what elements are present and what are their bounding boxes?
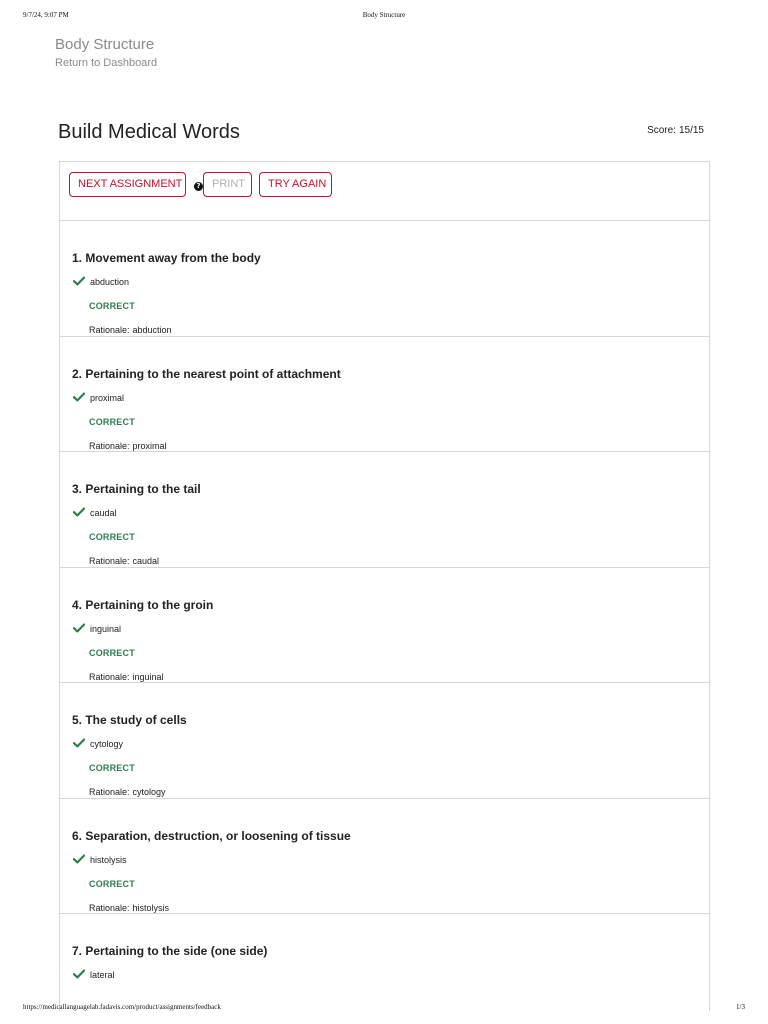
print-datetime: 9/7/24, 9:07 PM [23, 11, 69, 19]
question-text: 6. Separation, destruction, or loosening of tissue [72, 828, 351, 843]
question-text: 5. The study of cells [72, 713, 187, 727]
answer-text: histolysis [90, 854, 127, 865]
answer-text: lateral [90, 970, 115, 980]
check-icon [73, 854, 85, 864]
print-button[interactable]: PRINT [203, 172, 252, 197]
rationale-label: Rationale: [89, 787, 130, 797]
question-item [60, 799, 709, 915]
answer-text: inguinal [90, 623, 122, 634]
rationale-label: Rationale: [89, 440, 130, 451]
score-display [647, 125, 704, 136]
answer-text: abduction [90, 277, 130, 287]
print-footer [23, 1003, 745, 1015]
question-text: 2. Pertaining to the nearest point of attachment [72, 366, 341, 381]
check-icon [73, 623, 85, 633]
check-icon [73, 392, 85, 402]
question-item [60, 337, 709, 453]
rationale [89, 325, 172, 335]
rationale-text: inguinal [132, 671, 164, 682]
rationale-text: proximal [132, 440, 167, 451]
course-title: Body Structure [55, 36, 155, 53]
try-again-button[interactable]: TRY AGAIN [259, 172, 332, 197]
question-text: 7. Pertaining to the side (one side) [72, 944, 268, 958]
check-icon [73, 507, 85, 517]
rationale-label: Rationale: [89, 325, 130, 335]
question-text: 3. Pertaining to the tail [72, 482, 201, 496]
rationale [89, 787, 166, 797]
status-badge: CORRECT [89, 532, 135, 542]
check-icon [73, 276, 85, 286]
help-icon[interactable]: ? [194, 182, 203, 191]
status-badge: CORRECT [89, 647, 135, 658]
rationale-label: Rationale: [89, 556, 130, 566]
page-title: Build Medical Words [58, 121, 240, 143]
rationale [89, 903, 169, 913]
question-list [60, 221, 709, 1024]
print-url: https://medicallanguagelab.fadavis.com/product/assignments/feedback [23, 1003, 221, 1011]
return-to-dashboard-link[interactable]: Return to Dashboard [55, 57, 158, 69]
rationale [89, 441, 167, 451]
rationale-text: cytology [132, 787, 166, 797]
rationale-text: caudal [132, 556, 160, 566]
print-page-number: 1/3 [736, 1003, 745, 1011]
assignment-toolbar [60, 162, 709, 221]
check-icon [73, 969, 85, 979]
answer-text: caudal [90, 508, 117, 518]
score-value: 15/15 [678, 125, 704, 136]
question-item [60, 683, 709, 799]
rationale-text: histolysis [132, 902, 170, 913]
question-item [60, 452, 709, 568]
status-badge: CORRECT [89, 878, 135, 889]
rationale-label: Rationale: [89, 902, 130, 913]
question-item [60, 568, 709, 684]
rationale-label: Rationale: [89, 671, 130, 682]
answer-text: cytology [90, 739, 124, 749]
question-text: 4. Pertaining to the groin [72, 597, 214, 612]
next-assignment-button[interactable]: NEXT ASSIGNMENT [69, 172, 186, 197]
rationale [89, 556, 159, 566]
answer-text: proximal [90, 392, 125, 403]
print-header [23, 11, 745, 23]
status-badge: CORRECT [89, 763, 135, 773]
check-icon [73, 738, 85, 748]
rationale-text: abduction [132, 325, 172, 335]
feedback-panel [59, 161, 710, 1011]
score-label: Score: [647, 125, 676, 136]
question-text: 1. Movement away from the body [72, 251, 261, 265]
rationale [89, 672, 164, 682]
status-badge: CORRECT [89, 301, 135, 311]
print-page-title: Body Structure [362, 11, 406, 19]
question-item [60, 221, 709, 337]
status-badge: CORRECT [89, 416, 135, 427]
